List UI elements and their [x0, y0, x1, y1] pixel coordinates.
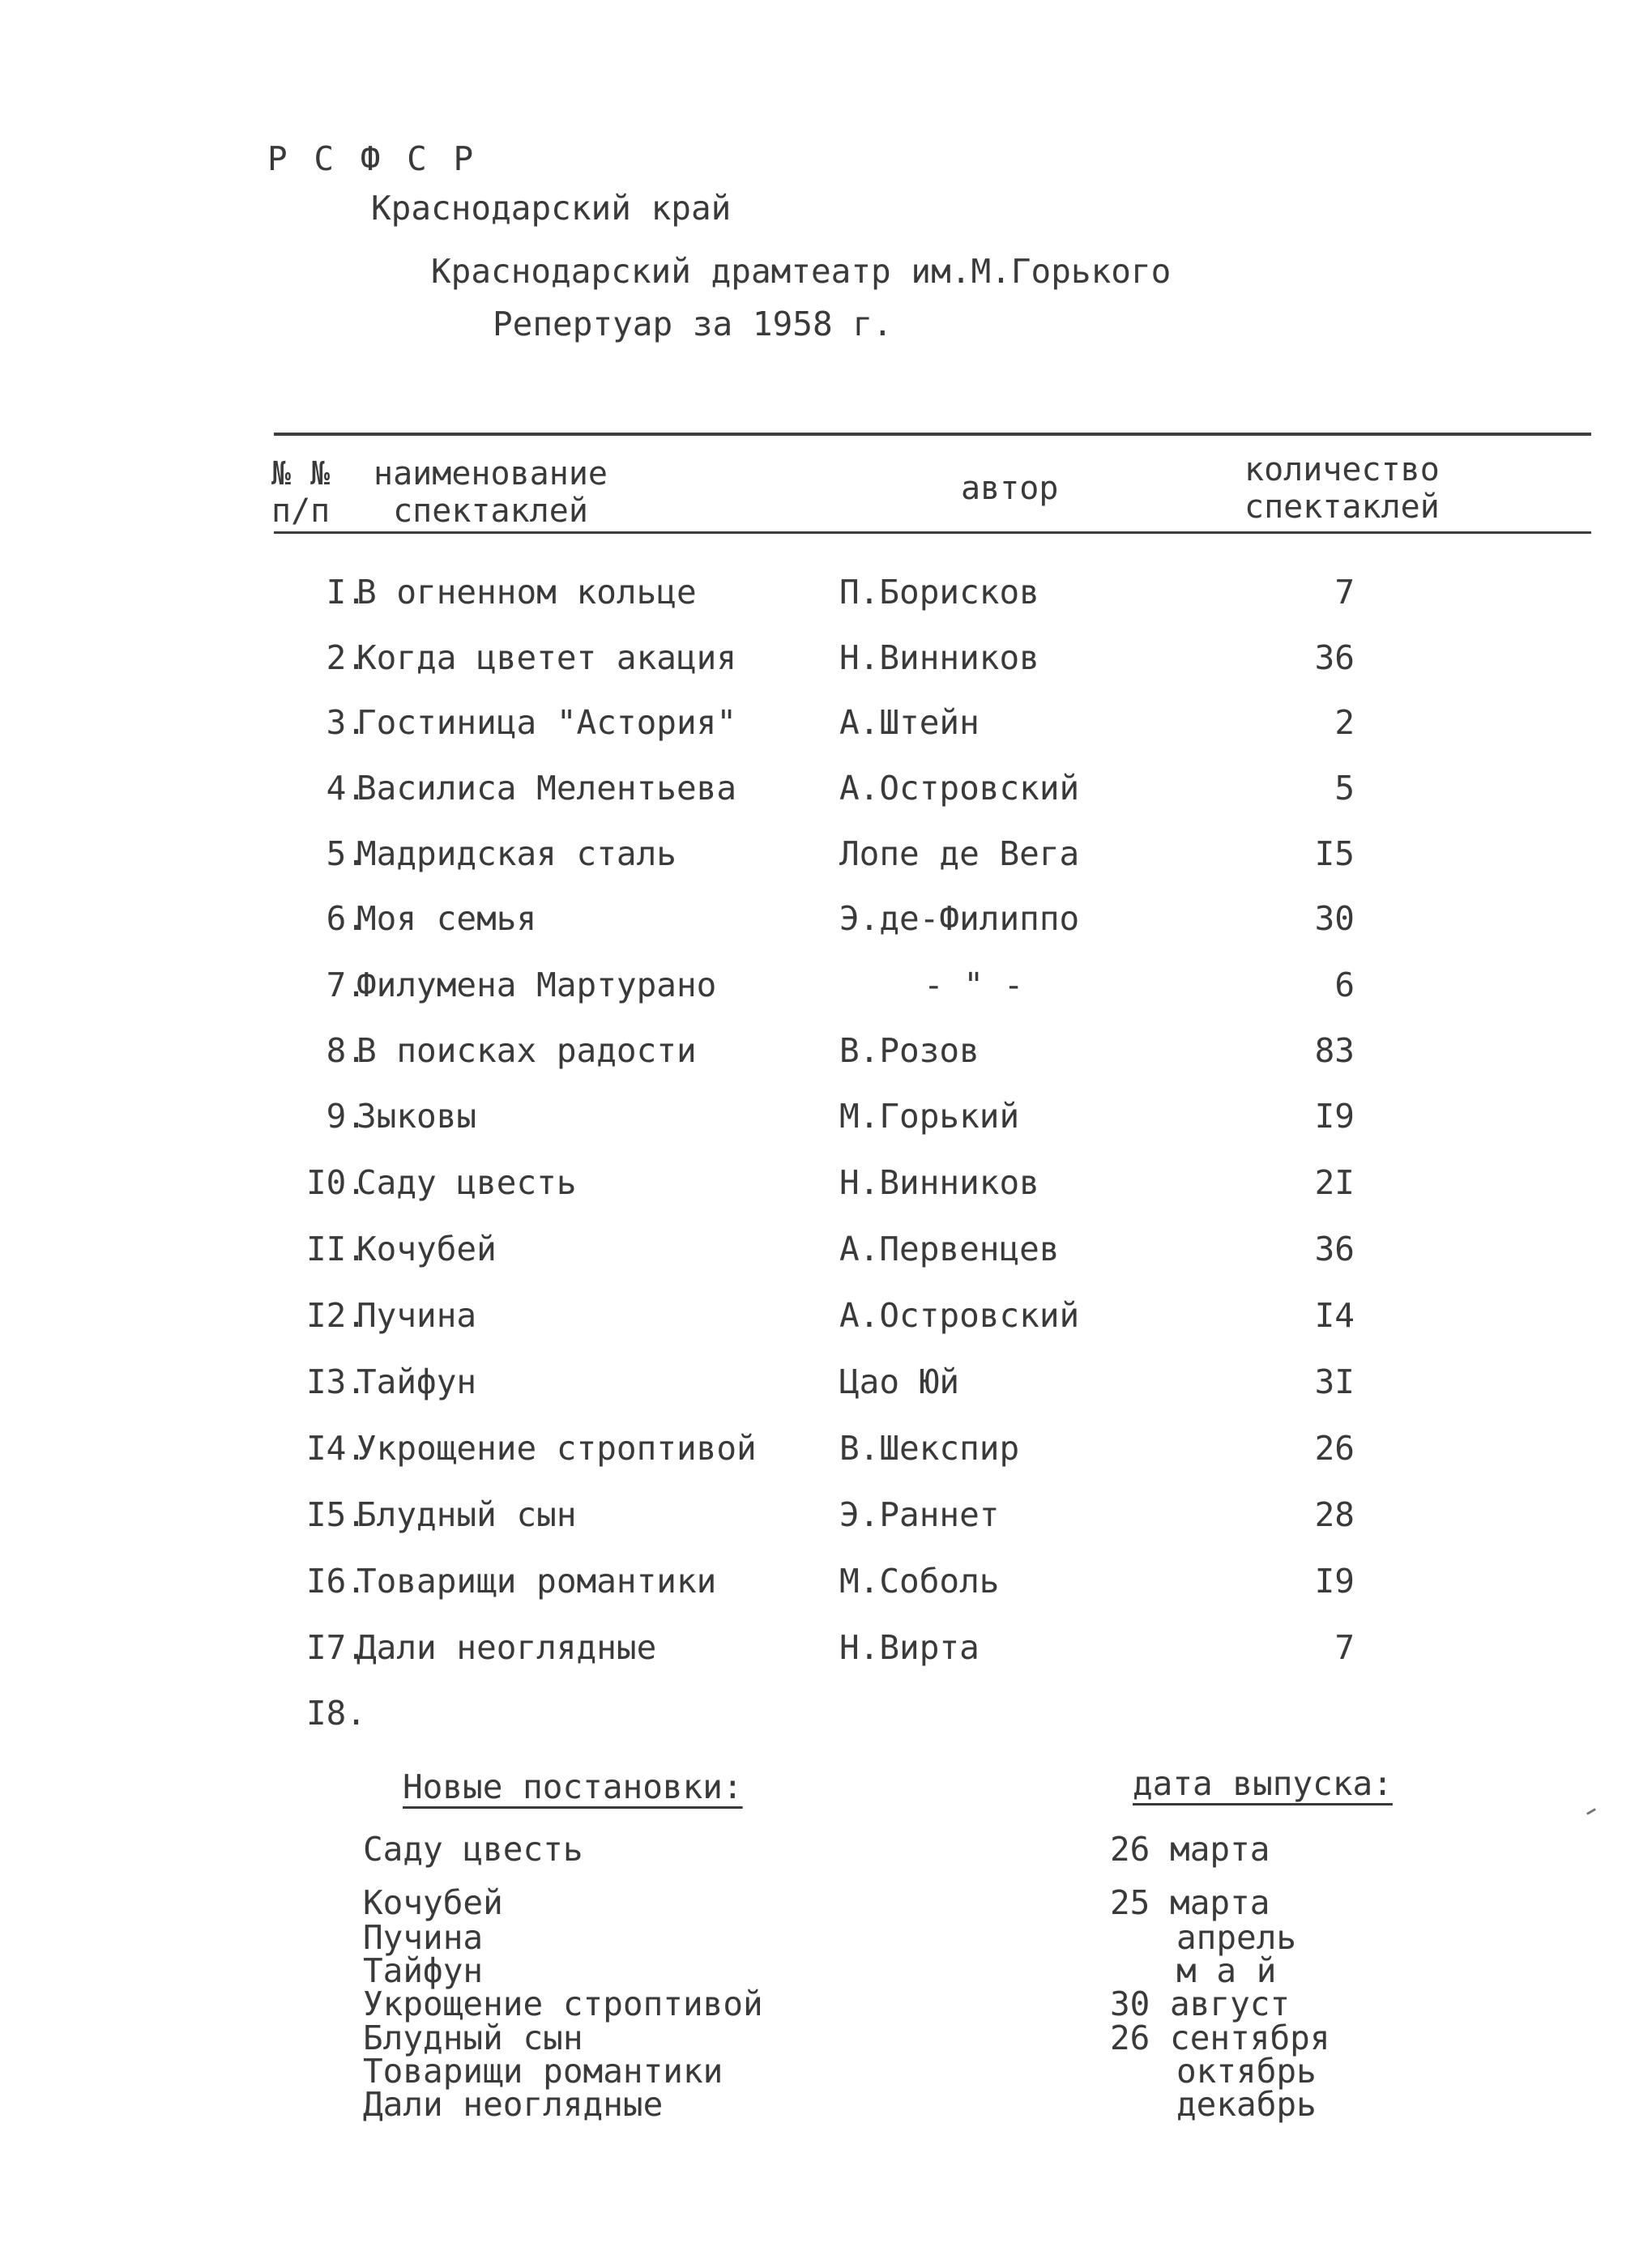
new-production-title: Кочубей [363, 1883, 503, 1922]
new-production-title: Дали неоглядные [363, 2085, 664, 2124]
table-header-rule [274, 531, 1591, 534]
row-number: I. [326, 573, 366, 612]
row-number: I7. [305, 1628, 366, 1667]
page-title: Репертуар за 1958 г. [493, 305, 893, 343]
release-date-heading: дата выпуска: [1133, 1764, 1393, 1803]
play-title: Тайфун [356, 1362, 477, 1401]
play-title: В огненном кольце [356, 573, 697, 612]
performance-count: 7 [1334, 1628, 1355, 1667]
performance-count: 83 [1314, 1031, 1355, 1070]
row-number: I8. [305, 1694, 366, 1733]
play-author: М.Горький [839, 1097, 1020, 1136]
row-number: II. [305, 1230, 366, 1268]
play-author: Н.Винников [839, 1163, 1039, 1202]
column-header-count: количество спектаклей [1244, 451, 1440, 526]
row-number: 7. [326, 966, 366, 1004]
new-production-title: Блудный сын [363, 2019, 583, 2057]
performance-count: 5 [1334, 769, 1355, 808]
row-number: I0. [305, 1163, 366, 1202]
new-production-date: декабрь [1176, 2085, 1317, 2124]
row-number: I5. [305, 1495, 366, 1534]
play-author: В.Розов [839, 1031, 980, 1070]
row-number: 9. [326, 1097, 366, 1136]
column-header-num: № № п/п [271, 455, 331, 530]
row-number: 6. [326, 899, 366, 938]
new-production-date: 30 август [1110, 1985, 1291, 2023]
performance-count: 2I [1314, 1163, 1355, 1202]
play-title: Когда цветет акация [356, 638, 736, 677]
performance-count: 30 [1314, 899, 1355, 938]
play-title: Пучина [356, 1296, 477, 1335]
new-productions-heading: Новые постановки: [403, 1767, 743, 1806]
play-title: Укрощение строптивой [356, 1429, 757, 1468]
performance-count: 28 [1314, 1495, 1355, 1534]
new-production-title: Тайфун [363, 1951, 484, 1990]
performance-count: 7 [1334, 573, 1355, 612]
play-title: Гостиница "Астория" [356, 703, 736, 742]
new-production-title: Пучина [363, 1918, 484, 1957]
region-heading: Краснодарский край [371, 189, 732, 228]
new-production-title: Товарищи романтики [363, 2052, 723, 2091]
new-production-date: 26 марта [1110, 1830, 1270, 1869]
play-title: Дали неоглядные [356, 1628, 657, 1667]
play-author: Лопе де Вега [839, 834, 1080, 873]
play-title: В поисках радости [356, 1031, 697, 1070]
play-title: Филумена Мартурано [356, 966, 717, 1004]
theatre-heading: Краснодарский драмтеатр им.М.Горького [431, 252, 1172, 291]
play-title: Василиса Мелентьева [356, 769, 736, 808]
new-production-title: Укрощение строптивой [363, 1985, 763, 2023]
row-number: I2. [305, 1296, 366, 1335]
new-production-date: апрель [1176, 1918, 1297, 1957]
performance-count: 36 [1314, 638, 1355, 677]
column-header-author: автор [961, 470, 1059, 507]
play-author: П.Борисков [839, 573, 1039, 612]
new-production-date: октябрь [1176, 2052, 1317, 2091]
play-author: Э.Раннет [839, 1495, 1000, 1534]
play-author: Цао Юй [839, 1362, 960, 1401]
performance-count: I5 [1314, 834, 1355, 873]
play-author: Н.Винников [839, 638, 1039, 677]
play-author: А.Штейн [839, 703, 980, 742]
new-production-date: 25 марта [1110, 1883, 1270, 1922]
new-production-date: 26 сентября [1110, 2019, 1330, 2057]
performance-count: 2 [1334, 703, 1355, 742]
row-number: 3. [326, 703, 366, 742]
performance-count: I9 [1314, 1562, 1355, 1601]
play-author: В.Шекспир [839, 1429, 1020, 1468]
play-title: Мадридская сталь [356, 834, 677, 873]
row-number: 5. [326, 834, 366, 873]
play-author: Э.де-Филиппо [839, 899, 1080, 938]
performance-count: 3I [1314, 1362, 1355, 1401]
play-title: Блудный сын [356, 1495, 577, 1534]
new-production-title: Саду цвесть [363, 1830, 583, 1869]
column-header-title: наименование спектаклей [373, 455, 608, 530]
performance-count: I9 [1314, 1097, 1355, 1136]
performance-count: 36 [1314, 1230, 1355, 1268]
performance-count: I4 [1314, 1296, 1355, 1335]
play-title: Моя семья [356, 899, 537, 938]
play-author: А.Первенцев [839, 1230, 1060, 1268]
play-author: А.Островский [839, 1296, 1080, 1335]
play-author: М.Соболь [839, 1562, 1000, 1601]
performance-count: 26 [1314, 1429, 1355, 1468]
row-number: 8. [326, 1031, 366, 1070]
new-production-date: м а й [1176, 1951, 1277, 1990]
row-number: 4. [326, 769, 366, 808]
republic-heading: Р С Ф С Р [267, 139, 477, 178]
play-author: Н.Вирта [839, 1628, 980, 1667]
play-author: - " - [924, 966, 1024, 1004]
performance-count: 6 [1334, 966, 1355, 1004]
stray-mark [1586, 1808, 1596, 1815]
play-title: Зыковы [356, 1097, 477, 1136]
play-title: Кочубей [356, 1230, 497, 1268]
row-number: I3. [305, 1362, 366, 1401]
table-top-rule [274, 433, 1591, 436]
row-number: 2. [326, 638, 366, 677]
play-author: А.Островский [839, 769, 1080, 808]
row-number: I4. [305, 1429, 366, 1468]
play-title: Саду цвесть [356, 1163, 577, 1202]
row-number: I6. [305, 1562, 366, 1601]
play-title: Товарищи романтики [356, 1562, 717, 1601]
